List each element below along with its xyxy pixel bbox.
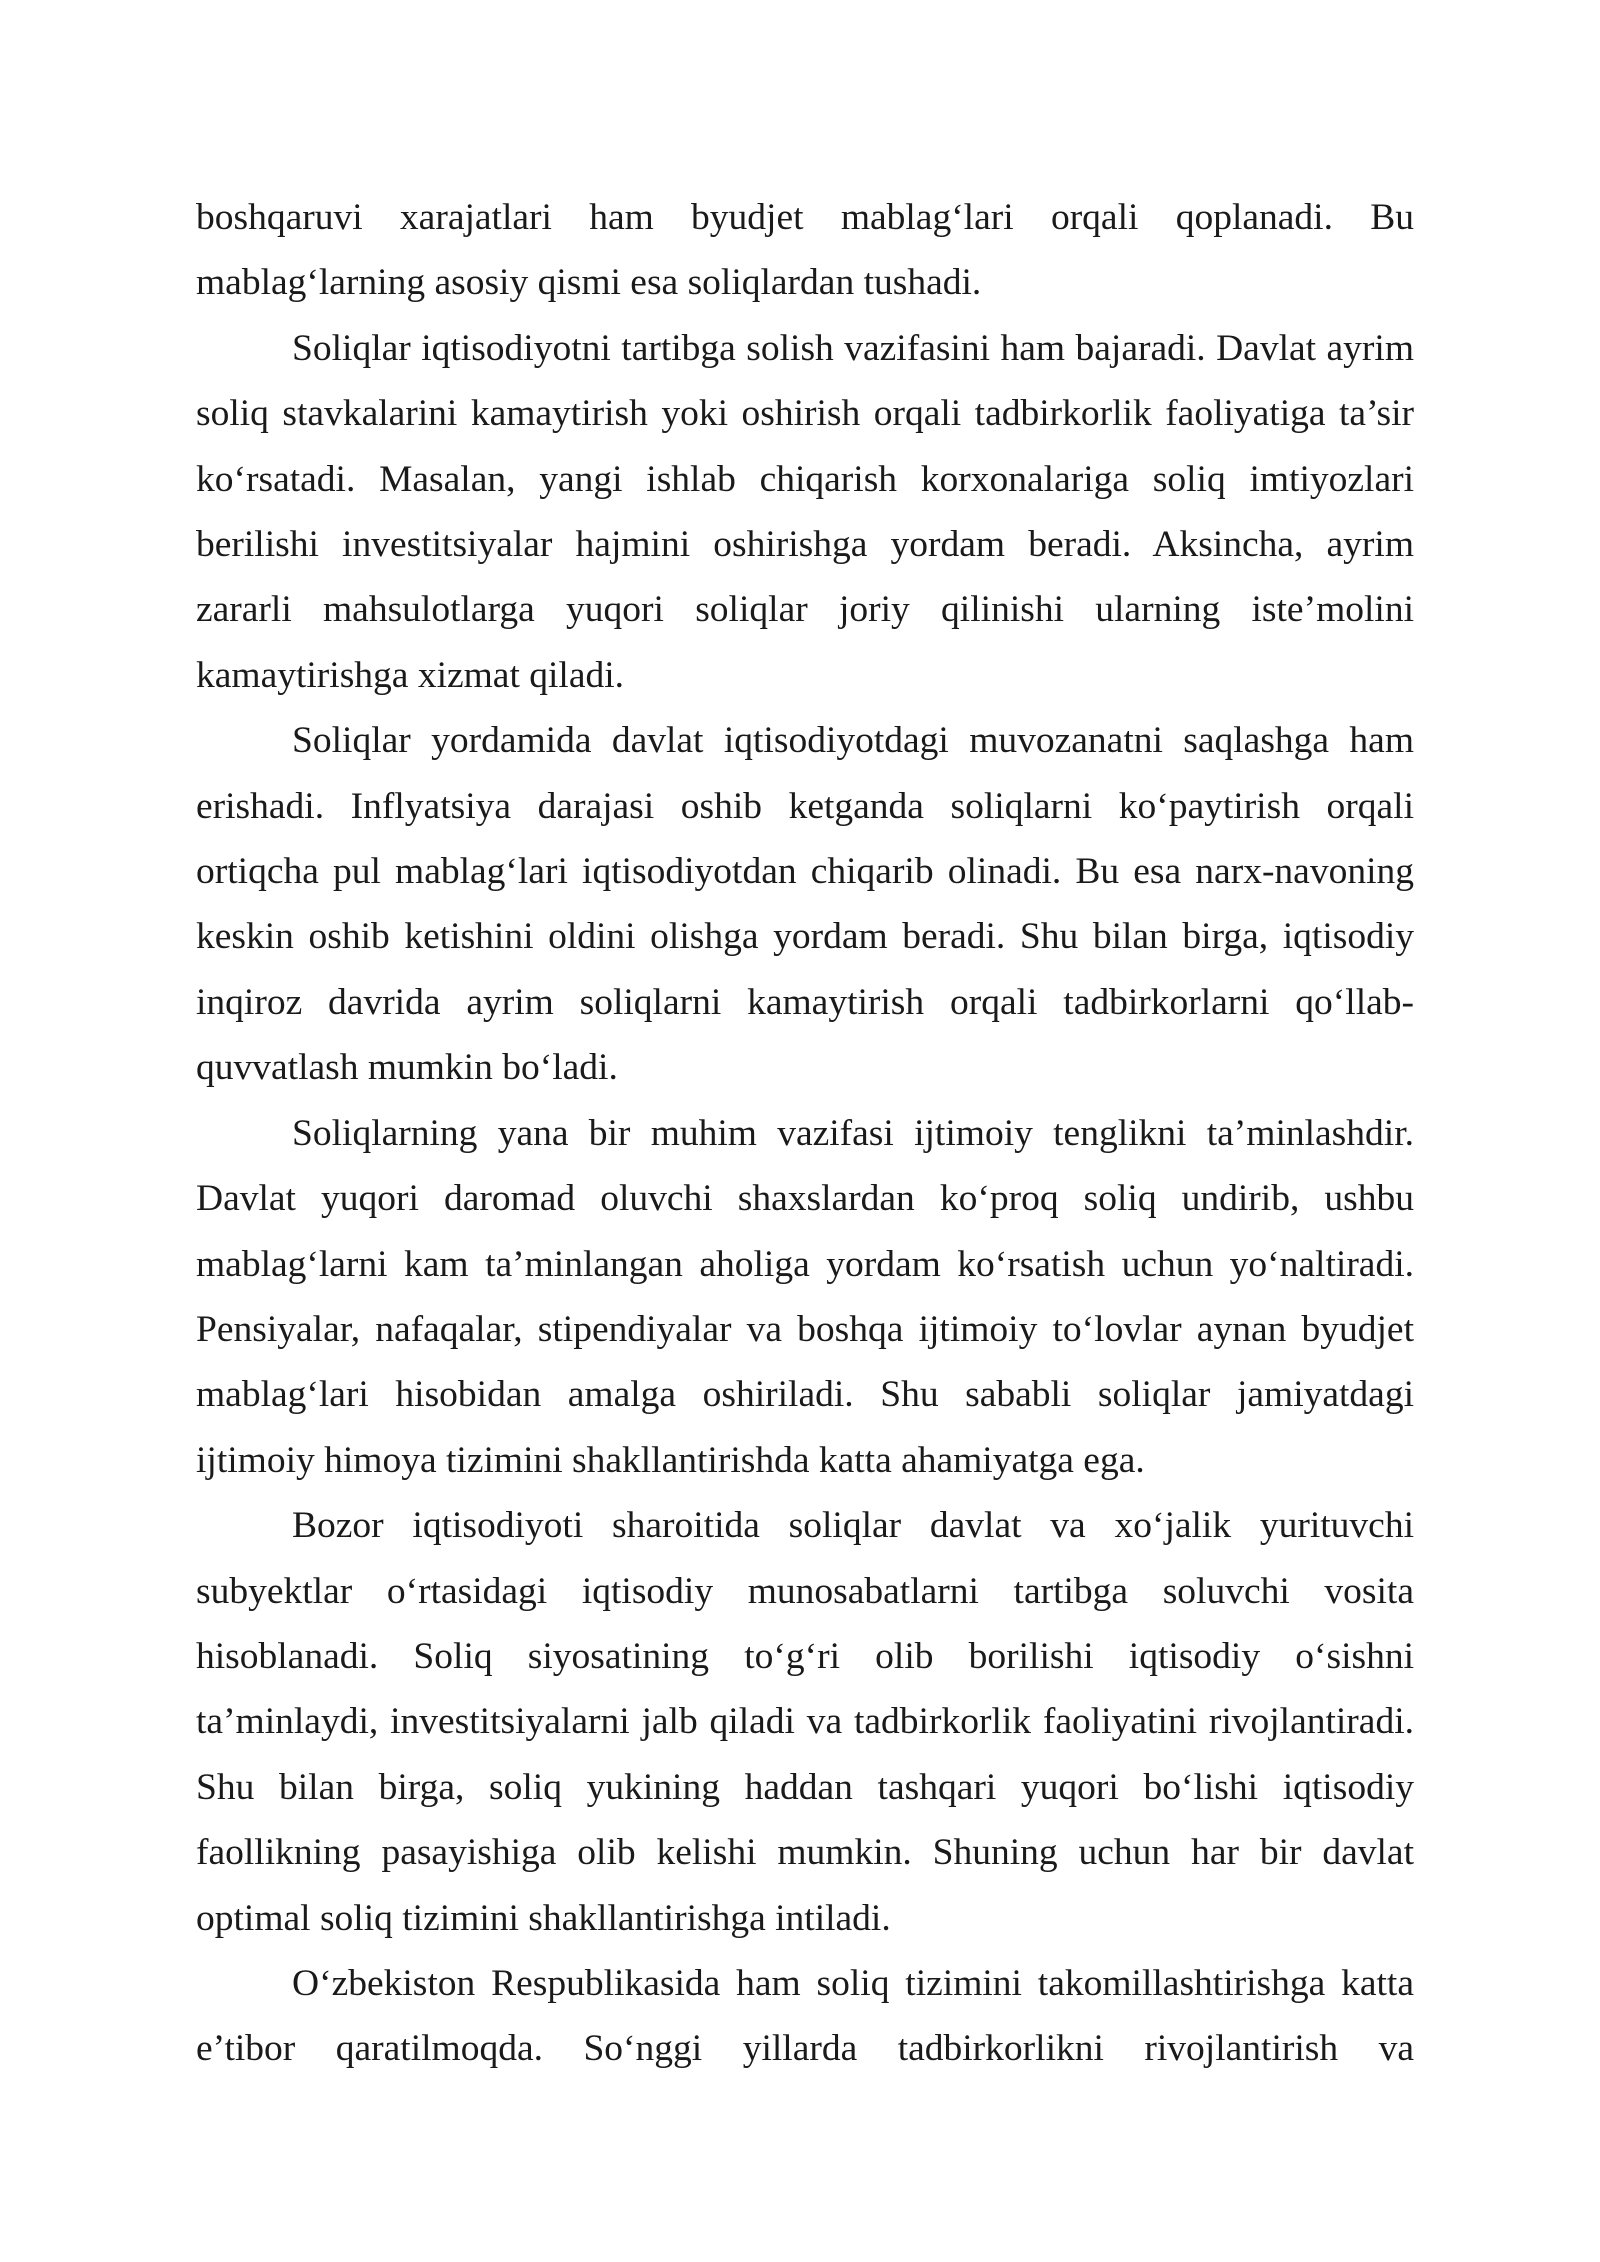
paragraph-economic-balance: Soliqlar yordamida davlat iqtisodiyotdagi muvozanatni saqlashga ham erishadi. Inflyatsiya darajasi oshib ketganda soliqlarni ko‘paytirish orqali ortiqcha pul mablag‘lari iqtisodiyotdan chiqarib olinadi. Bu esa narx-navoning keskin oshib ketishini oldini olishga yordam beradi. Shu bilan birga, iqtisodiy inqiroz davrida ayrim soliqlarni kamaytirish orqali tadbirkorlarni qo‘llab-quvvatlash mumkin bo‘ladi. (196, 720, 1414, 1089)
paragraph-uzbekistan: O‘zbekiston Respublikasida ham soliq tizimini takomillashtirishga katta e’tibor qaratilmoqda. So‘nggi yillarda tadbirkorlikni rivojlantirish va (196, 1962, 1414, 2070)
paragraph-economic-regulation: Soliqlar iqtisodiyotni tartibga solish vazifasini ham bajaradi. Davlat ayrim soliq stavkalarini kamaytirish yoki oshirish orqali tadbirkorlik faoliyatiga ta’sir ko‘rsatadi. Masalan, yangi ishlab chiqarish korxonalariga soliq imtiyozlari berilishi investitsiyalar hajmini oshirishga yordam beradi. Aksincha, ayrim zararli mahsulotlarga yuqori soliqlar joriy qilinishi ularning iste’molini kamaytirishga xizmat qiladi. (196, 327, 1414, 696)
paragraph-continuation: boshqaruvi xarajatlari ham byudjet mablag‘lari orqali qoplanadi. Bu mablag‘larning asosiy qismi esa soliqlardan tushadi. (196, 197, 1414, 304)
body-text (196, 185, 1414, 2082)
paragraph-market-economy: Bozor iqtisodiyoti sharoitida soliqlar davlat va xo‘jalik yurituvchi subyektlar o‘rtasidagi iqtisodiy munosabatlarni tartibga soluvchi vosita hisoblanadi. Soliq siyosatining to‘g‘ri olib borilishi iqtisodiy o‘sishni ta’minlaydi, investitsiyalarni jalb qiladi va tadbirkorlik faoliyatini rivojlantiradi. Shu bilan birga, soliq yukining haddan tashqari yuqori bo‘lishi iqtisodiy faollikning pasayishiga olib kelishi mumkin. Shuning uchun har bir davlat optimal soliq tizimini shakllantirishga intiladi. (196, 1505, 1414, 1939)
paragraph-social-equality: Soliqlarning yana bir muhim vazifasi ijtimoiy tenglikni ta’minlashdir. Davlat yuqori daromad oluvchi shaxslardan ko‘proq soliq undirib, ushbu mablag‘larni kam ta’minlangan aholiga yordam ko‘rsatish uchun yo‘naltiradi. Pensiyalar, nafaqalar, stipendiyalar va boshqa ijtimoiy to‘lovlar aynan byudjet mablag‘lari hisobidan amalga oshiriladi. Shu sababli soliqlar jamiyatdagi ijtimoiy himoya tizimini shakllantirishda katta ahamiyatga ega. (196, 1112, 1414, 1481)
